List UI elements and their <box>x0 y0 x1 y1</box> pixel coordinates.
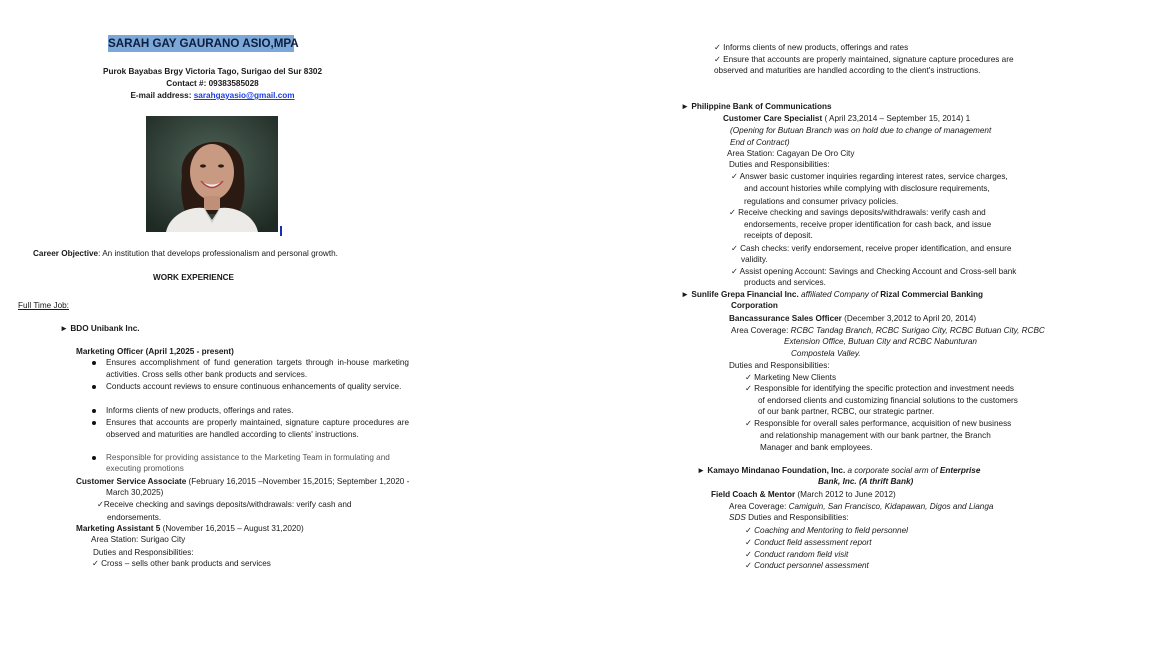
ma5-duties: Duties and Responsibilities: <box>93 548 194 557</box>
triangle-bullet-icon: ► <box>681 102 690 111</box>
profile-photo <box>146 116 278 232</box>
pbcom-duties: Duties and Responsibilities: <box>729 160 830 169</box>
kamayo-title: Field Coach & Mentor <box>711 490 796 499</box>
sunlife-title: Bancassurance Sales Officer <box>729 314 842 323</box>
kamayo-coverage-label: Area Coverage: <box>729 502 789 511</box>
csa-line <box>76 476 409 488</box>
email-line <box>90 90 335 102</box>
sunlife-coverage <box>731 325 1045 337</box>
sunlife-rcbc: Rizal Commercial Banking <box>880 290 984 299</box>
email-label: E-mail address: <box>130 91 192 100</box>
sunlife-coverage-2: Extension Office, Butuan City and RCBC Nabunturan <box>784 337 977 346</box>
kamayo-company <box>697 465 980 477</box>
work-experience-heading: WORK EXPERIENCE <box>153 273 234 282</box>
bullet-dot-icon <box>92 456 96 460</box>
rt-line-1: ✓ Informs clients of new products, offerings and rates <box>714 43 909 52</box>
pbcom-note-1: (Opening for Butuan Branch was on hold due to change of management <box>730 126 992 135</box>
pbcom-station: Area Station: Cagayan De Oro City <box>727 149 855 158</box>
mo-bullet-5: Responsible for providing assistance to the Marketing Team in formulating and executing promotions <box>106 453 390 473</box>
sunlife-item: ✓ Marketing New Clients <box>745 373 837 382</box>
address: Purok Bayabas Brgy Victoria Tago, Surigao del Sur 8302 <box>102 67 322 76</box>
triangle-bullet-icon: ► <box>60 324 69 333</box>
sunlife-dates: (December 3,2012 to April 20, 2014) <box>841 314 977 323</box>
bullet-dot-icon <box>92 409 96 413</box>
triangle-bullet-icon: ► <box>681 290 690 299</box>
kamayo-coverage <box>729 501 993 513</box>
triangle-bullet-icon: ► <box>697 466 706 475</box>
kamayo-duties-line <box>729 512 849 524</box>
kamayo-enterprise: Enterprise <box>939 466 981 475</box>
pbcom-item: receipts of deposit. <box>744 231 813 240</box>
pbcom-item: and account histories while complying with disclosure requirements, <box>744 184 990 193</box>
bdo-company-name: BDO Unibank Inc. <box>70 324 140 333</box>
sunlife-coverage-3: Compostela Valley. <box>791 349 861 358</box>
profile-photo-graphic <box>146 116 278 232</box>
sunlife-coverage-label: Area Coverage: <box>731 326 791 335</box>
mo-bullet-4: Ensures that accounts are properly maintained, signature capture procedures are observed and maturities are handled according to clients' instructions. <box>106 418 409 439</box>
csa-title: Customer Service Associate <box>76 477 187 486</box>
sunlife-company <box>681 289 983 301</box>
pbcom-company-name: Philippine Bank of Communications <box>691 102 832 111</box>
pbcom-note-2: End of Contract) <box>730 138 790 147</box>
mo-bullet-2: Conducts account reviews to ensure continuous enhancements of quality service. <box>106 382 402 391</box>
ma5-dates: (November 16,2015 – August 31,2020) <box>160 524 304 533</box>
bullet-dot-icon <box>92 421 96 425</box>
ma5-title: Marketing Assistant 5 <box>76 524 161 533</box>
email-link[interactable]: sarahgayasio@gmail.com <box>193 91 295 100</box>
kamayo-company-name: Kamayo Mindanao Foundation, Inc. <box>707 466 846 475</box>
csa-dates: (February 16,2015 –November 15,2015; September 1,2020 - <box>186 477 410 486</box>
kamayo-arm: a corporate social arm of <box>845 466 940 475</box>
pbcom-item: products and services. <box>744 278 826 287</box>
full-time-label: Full Time Job: <box>18 301 69 310</box>
sunlife-item: ✓ Responsible for overall sales performance, acquisition of new business <box>745 419 1012 428</box>
csa-item-2: endorsements. <box>107 513 162 522</box>
csa-item-1: ✓Receive checking and savings deposits/withdrawals: verify cash and <box>97 500 352 509</box>
contact-label: Contact #: <box>166 79 207 88</box>
ma5-station: Area Station: Surigao City <box>91 535 186 544</box>
career-objective-label: Career Objective <box>33 249 99 258</box>
mo-bullet-3: Informs clients of new products, offerings and rates. <box>106 406 294 415</box>
marketing-officer-title: Marketing Officer (April 1,2025 - present) <box>76 347 234 356</box>
mo-bullet-1: Ensures accomplishment of fund generation targets through in-house marketing activities. Cross sells other bank products and services. <box>106 358 409 379</box>
career-objective-text: : An institution that develops professionalism and personal growth. <box>98 249 338 258</box>
sunlife-affiliated: affiliated Company of <box>798 290 881 299</box>
pbcom-item: ✓ Cash checks: verify endorsement, receive proper identification, and ensure <box>731 244 1012 253</box>
bullet-dot-icon <box>92 361 96 365</box>
sunlife-item: ✓ Responsible for identifying the specific protection and investment needs <box>745 384 1015 393</box>
contact-number: 09383585028 <box>208 79 259 88</box>
pbcom-item: ✓ Answer basic customer inquiries regarding interest rates, service charges, <box>731 172 1008 181</box>
kamayo-item: ✓ Conduct random field visit <box>745 550 849 559</box>
kamayo-duties: Duties and Responsibilities: <box>745 513 849 522</box>
kamayo-bank: Bank, Inc. (A thrift Bank) <box>818 477 914 486</box>
pbcom-item: regulations and consumer privacy policies. <box>744 197 899 206</box>
resume-name: SARAH GAY GAURANO ASIO,MPA <box>108 37 299 50</box>
pbcom-title: Customer Care Specialist <box>723 114 823 123</box>
sunlife-title-line <box>729 313 976 325</box>
contact-line <box>90 78 335 90</box>
ma5-line <box>76 523 304 535</box>
ma5-item: ✓ Cross – sells other bank products and services <box>92 559 271 568</box>
pbcom-item: endorsements, receive proper identification for cash back, and issue <box>744 220 992 229</box>
pbcom-item: ✓ Receive checking and savings deposits/withdrawals: verify cash and <box>729 208 986 217</box>
sunlife-coverage-1: RCBC Tandag Branch, RCBC Surigao City, RCBC Butuan City, RCBC <box>790 326 1045 335</box>
text-cursor <box>280 226 282 236</box>
sunlife-company-name: Sunlife Grepa Financial Inc. <box>691 290 799 299</box>
career-objective <box>33 248 338 260</box>
sunlife-item: and relationship management with our bank partner, the Branch <box>760 431 991 440</box>
rt-line-2: ✓ Ensure that accounts are properly maintained, signature capture procedures are <box>714 55 1014 64</box>
kamayo-sds: SDS <box>729 513 746 522</box>
sunlife-item: Manager and bank employees. <box>760 443 873 452</box>
sunlife-corporation: Corporation <box>731 301 778 310</box>
sunlife-item: of our bank partner, RCBC, our strategic partner. <box>758 407 935 416</box>
pbcom-item: validity. <box>741 255 768 264</box>
csa-dates-2: March 30,2025) <box>106 488 164 497</box>
kamayo-item: ✓ Conduct field assessment report <box>745 538 872 547</box>
rt-line-3: observed and maturities are handled according to the client's instructions. <box>714 66 981 75</box>
kamayo-coverage-1: Camiguin, San Francisco, Kidapawan, Digos and Lianga <box>788 502 994 511</box>
sunlife-item: of endorsed clients and customizing financial solutions to the customers <box>758 396 1018 405</box>
pbcom-company <box>681 101 832 113</box>
kamayo-title-line <box>711 489 896 501</box>
kamayo-item: ✓ Coaching and Mentoring to field personnel <box>745 526 908 535</box>
sunlife-duties: Duties and Responsibilities: <box>729 361 830 370</box>
pbcom-title-line <box>723 113 970 125</box>
kamayo-item: ✓ Conduct personnel assessment <box>745 561 869 570</box>
pbcom-item: ✓ Assist opening Account: Savings and Checking Account and Cross-sell bank <box>731 267 1017 276</box>
kamayo-dates: (March 2012 to June 2012) <box>795 490 896 499</box>
pbcom-dates: ( April 23,2014 – September 15, 2014) 1 <box>822 114 971 123</box>
bullet-dot-icon <box>92 385 96 389</box>
bdo-company <box>60 323 140 335</box>
